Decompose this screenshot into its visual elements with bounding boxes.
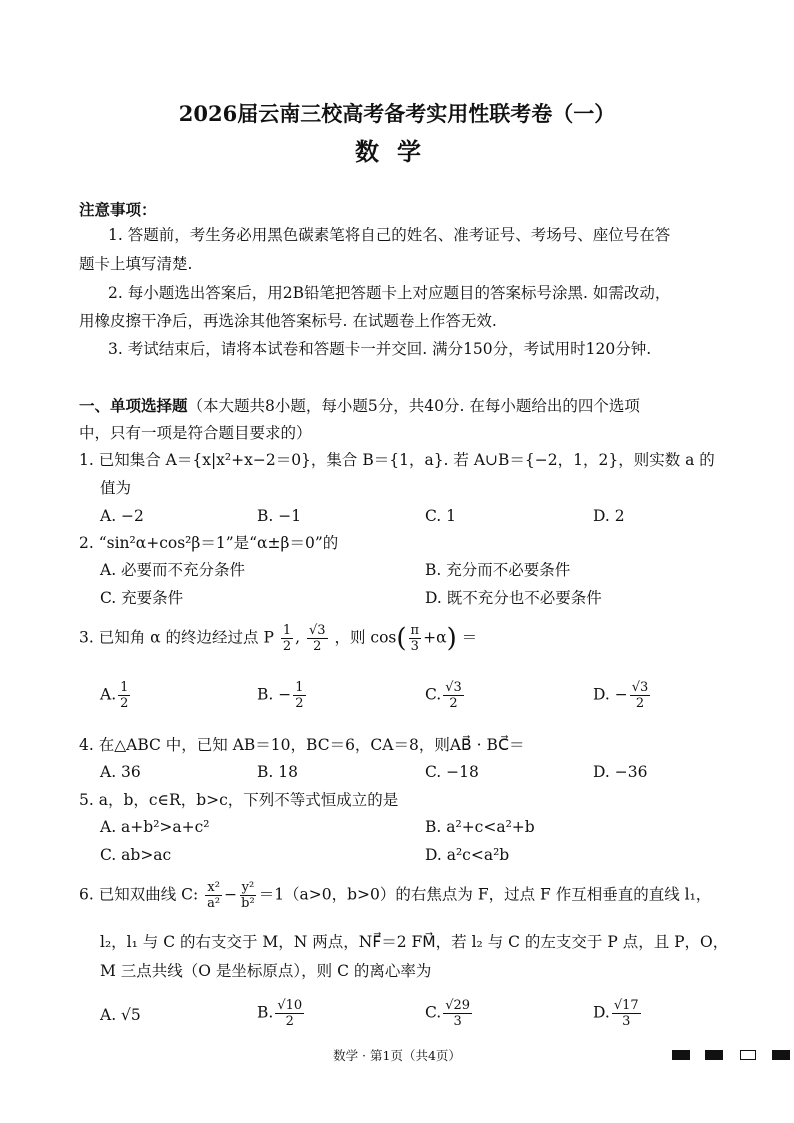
section1-heading: 一、单项选择题 bbox=[79, 396, 188, 415]
q3-stem: 3. 已知角 α 的终边经过点 P $\frac{1}{2}$ , $\frac{√3}{2}$ ，则 cos( $\frac{\pi}{3}$ +α) ＝ bbox=[79, 623, 478, 654]
q3-option-d: D. − $\frac{√3}{2}$ bbox=[593, 680, 649, 711]
q1-option-a: A. −2 bbox=[100, 507, 144, 525]
q2-option-d: D. 既不充分也不必要条件 bbox=[425, 589, 602, 607]
q2-stem: 2. “sin²α+cos²β＝1”是“α±β＝0”的 bbox=[79, 534, 339, 552]
q1-option-c: C. 1 bbox=[425, 507, 457, 525]
q2-option-b: B. 充分而不必要条件 bbox=[425, 561, 571, 579]
q5-option-d: D. a²c<a²b bbox=[425, 846, 510, 864]
q4-option-c: C. −18 bbox=[425, 763, 479, 781]
notice-item-1: 1. 答题前，考生务必用黑色碳素笔将自己的姓名、准考证号、考场号、座位号在答 bbox=[108, 226, 671, 244]
q6-option-d: D. $\frac{√17}{3}$ bbox=[593, 998, 639, 1029]
q3-plus-alpha: +α bbox=[423, 628, 447, 647]
q5-stem: 5. a，b，c∈R，b>c，下列不等式恒成立的是 bbox=[79, 791, 399, 809]
q6-x-fraction: $\frac{\text{x²}}{\text{a²}}$ bbox=[207, 880, 221, 911]
q6-option-a: A. √5 bbox=[100, 1006, 141, 1024]
page-mark-3 bbox=[740, 1050, 756, 1060]
q6-stem: 6. 已知双曲线 C: $\frac{\text{x²}}{\text{a²}}$ − $\frac{\text{y²}}{\text{b²}}$ ＝1（a>0，b>0）的右焦点为 F，过点 F 作互相垂直的直线 l₁， bbox=[79, 880, 712, 911]
q3-pi-fraction: $\frac{\pi}{3}$ bbox=[410, 623, 420, 654]
notice-item-2: 2. 每小题选出答案后，用2B铅笔把答题卡上对应题目的答案标号涂黑. 如需改动， bbox=[108, 284, 671, 302]
q3-equals: ＝ bbox=[461, 628, 478, 647]
q6-stem-line3: M 三点共线（O 是坐标原点），则 C 的离心率为 bbox=[100, 962, 432, 980]
q6-stem-text: 6. 已知双曲线 C: bbox=[79, 885, 199, 904]
q4-option-b: B. 18 bbox=[257, 763, 298, 781]
q3-option-c: C. $\frac{√3}{2}$ bbox=[425, 680, 462, 711]
q1-option-d: D. 2 bbox=[593, 507, 625, 525]
q5-option-b: B. a²+c<a²+b bbox=[425, 818, 535, 836]
exam-title: 2026届云南三校高考备考实用性联考卷（一） bbox=[178, 101, 616, 126]
q5-option-c: C. ab>ac bbox=[100, 846, 172, 864]
q1-stem: 1. 已知集合 A＝{x|x²+x−2＝0}，集合 B＝{1，a}. 若 A∪B＝{−2，1，2}，则实数 a 的 bbox=[79, 451, 715, 469]
section1-desc: （本大题共8小题，每小题5分，共40分. 在每小题给出的四个选项 bbox=[187, 397, 640, 415]
q4-stem: 4. 在△ABC 中，已知 AB＝10，BC＝6，CA＝8，则AB⃗ · BC⃗＝ bbox=[79, 736, 525, 754]
q3-option-b: B. − $\frac{1}{2}$ bbox=[257, 680, 304, 711]
q3-px-fraction: $\frac{1}{2}$ bbox=[282, 623, 292, 654]
q4-option-a: A. 36 bbox=[100, 763, 141, 781]
q6-y-fraction: $\frac{\text{y²}}{\text{b²}}$ bbox=[241, 880, 255, 911]
q3-cos-text: ，则 cos bbox=[334, 628, 397, 647]
section1-line1 bbox=[79, 393, 640, 419]
q6-option-b: B. $\frac{√10}{2}$ bbox=[257, 998, 303, 1029]
subject-title: 数学 bbox=[355, 137, 439, 166]
q6-stem-cont: ＝1（a>0，b>0）的右焦点为 F，过点 F 作互相垂直的直线 l₁， bbox=[258, 885, 712, 904]
q4-option-d: D. −36 bbox=[593, 763, 648, 781]
page-footer: 数学 · 第1页（共4页） bbox=[333, 1048, 461, 1063]
q1-stem-cont: 值为 bbox=[100, 479, 132, 497]
notice-item-2-cont: 用橡皮擦干净后，再选涂其他答案标号. 在试题卷上作答无效. bbox=[79, 312, 497, 330]
q3-stem-text: 3. 已知角 α 的终边经过点 P bbox=[79, 628, 274, 647]
page-mark-2 bbox=[705, 1050, 723, 1060]
notice-item-1-cont: 题卡上填写清楚. bbox=[79, 255, 193, 273]
notice-item-3: 3. 考试结束后，请将本试卷和答题卡一并交回. 满分150分，考试用时120分钟. bbox=[108, 340, 652, 358]
q2-option-c: C. 充要条件 bbox=[100, 589, 184, 607]
q3-option-a: A. $\frac{1}{2}$ bbox=[100, 680, 129, 711]
q1-option-b: B. −1 bbox=[257, 507, 302, 525]
page-mark-1 bbox=[672, 1050, 690, 1060]
section1-desc-cont: 中，只有一项是符合题目要求的） bbox=[79, 424, 312, 442]
q5-option-a: A. a+b²>a+c² bbox=[100, 818, 210, 836]
q6-stem-line2: l₂，l₁ 与 C 的右支交于 M，N 两点，NF⃗＝2 FM⃗，若 l₂ 与 C 的左支交于 P 点，且 P，O， bbox=[100, 933, 729, 951]
q6-option-c: C. $\frac{√29}{3}$ bbox=[425, 998, 471, 1029]
q3-py-fraction: $\frac{√3}{2}$ bbox=[308, 623, 326, 654]
notice-heading: 注意事项： bbox=[79, 200, 157, 219]
q2-option-a: A. 必要而不充分条件 bbox=[100, 561, 246, 579]
page-mark-4 bbox=[772, 1050, 790, 1060]
